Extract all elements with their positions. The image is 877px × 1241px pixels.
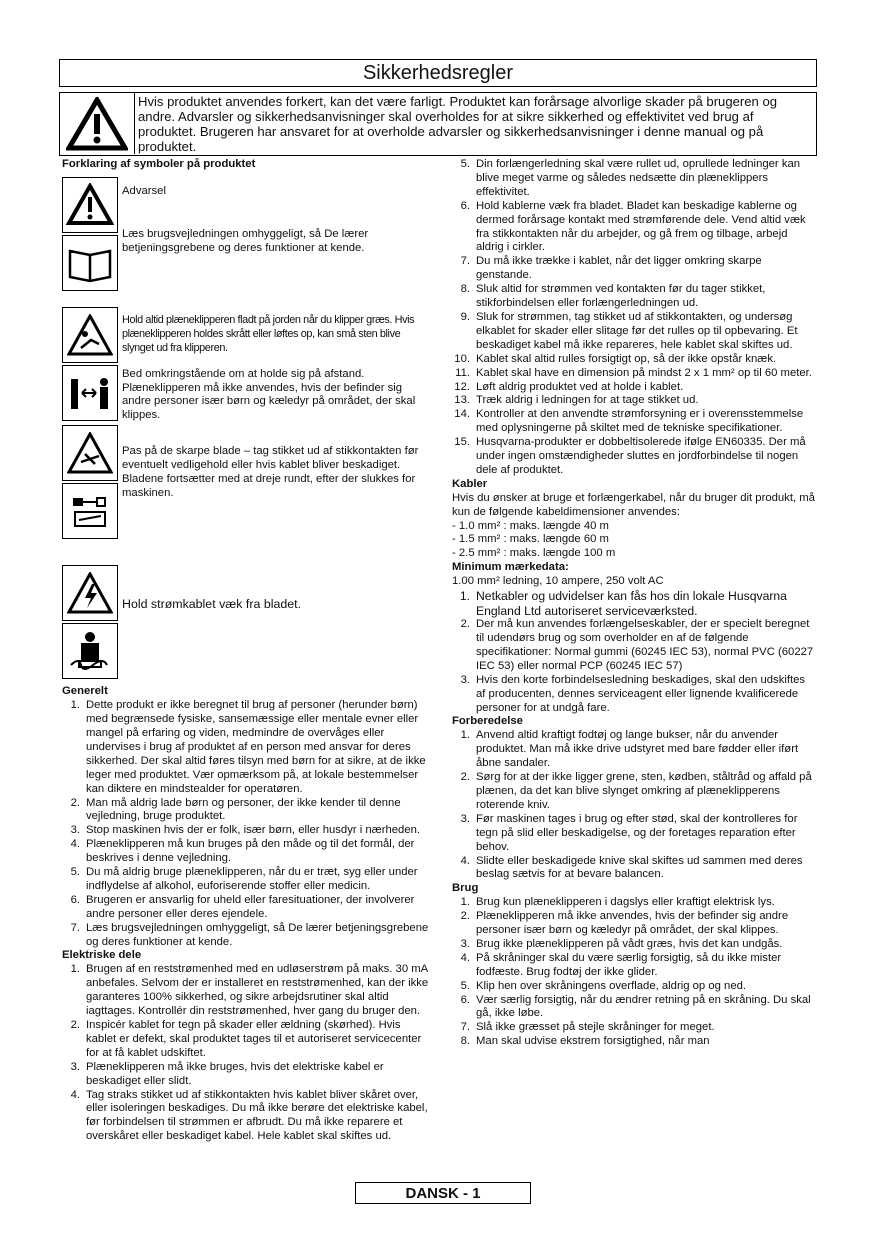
page-title: Sikkerhedsregler: [362, 61, 514, 84]
symbol-row-cable: [62, 565, 430, 681]
list-item: 8. Sluk altid for strømmen ved kontakten før du tager stikket, stikforbindelsen eller forlængerledningen ud.: [460, 283, 766, 310]
list-item: 4. På skråninger skal du være særlig forsigtig, så du ikke mister fodfæste. Brug fodtøj der ikke glider.: [460, 951, 782, 978]
list-item: 2. Man må aldrig lade børn og personer, der ikke kender til denne vejledning, bruge produktet.: [70, 796, 401, 823]
thrown-object-icon: [62, 307, 118, 363]
cables-heading: Kabler: [452, 477, 488, 490]
list-item: 6. Brugeren er ansvarlig for uheld eller faresituationer, der involverer andre personer eller deres ejendele.: [70, 893, 415, 920]
list-item: 14. Kontroller at den anvendte strømforsyning er i overensstemmelse med oplysningerne på skiltet med de tekniske specifikationer.: [454, 408, 804, 435]
general-list: [62, 699, 430, 949]
page-footer: DANSK - 1: [355, 1182, 531, 1204]
list-item: 7. Du må ikke trække i kablet, når det ligger omkring skarpe genstande.: [460, 255, 762, 282]
list-item: 7. Slå ikke græsset på stejle skråninger for meget.: [460, 1021, 715, 1034]
electrical-list-left: [62, 963, 430, 1144]
left-column: [62, 158, 430, 1144]
general-heading: Generelt: [62, 685, 108, 698]
symbol-blades-label-2: Bladene fortsætter med at dreje rundt, efter der slukkes for maskinen.: [122, 473, 416, 499]
blade-icon: [62, 425, 118, 481]
list-item: 11. Kablet skal have en dimension på mindst 2 x 1 mm² op til 60 meter.: [455, 366, 812, 379]
cables-intro: Hvis du ønsker at bruge et forlængerkabel, når du bruger dit produkt, må kun de følgende kabeldimensioner anvendes:: [452, 491, 815, 518]
list-item: 1. Brugen af en reststrømenhed med en udløserstrøm på maks. 30 mA anbefales. Selvom der er installeret en reststrømenhed, kan der ikke garanteres 100% sikkerhed, og sikre arbejdsrutiner skal altid iagttages. Kontrollér din reststrømenhed, hver gang du bruger den.: [70, 963, 429, 1018]
list-item: 4. Tag straks stikket ud af stikkontakten hvis kablet bliver skåret over, eller isoleringen beskadiges. Du må ikke berøre det elektriske kabel, før forbindelsen til strømmen er afbrudt. Du må ikke reparere et overskåret eller beskadiget kabel. Hele kablet skal skiftes ud.: [70, 1088, 428, 1143]
minimum-line: 1.00 mm² ledning, 10 ampere, 250 volt AC: [452, 575, 664, 588]
symbol-blades-label-1: Pas på de skarpe blade – tag stikket ud af stikkontakten før eventuelt vedligehold eller hvis kablet bliver beskadiget.: [122, 445, 419, 472]
warning-triangle-icon: [60, 93, 135, 154]
symbol-bystanders-label: Bed omkringstående om at holde sig på afstand. Plæneklipperen må ikke anvendes, hvis der befinder sig andre personer især børn og kæledyr på området, der skal klippes.: [122, 367, 416, 422]
list-item: 3. Stop maskinen hvis der er folk, især børn, eller husdyr i nærheden.: [70, 824, 421, 837]
page-title-box: [59, 59, 817, 87]
cable-line: - 1.5 mm² : maks. længde 60 m: [452, 533, 609, 546]
symbol-row-blades: [62, 425, 430, 541]
list-item: 5. Din forlængerledning skal være rullet ud, oprullede ledninger kan blive meget varme og således nedsætte din plæneklippers effektivitet.: [460, 158, 801, 198]
list-item: 3. Før maskinen tages i brug og efter stød, skal der kontrolleres for tegn på slid eller beskadigelse, og der foretages reparation efter behov.: [460, 812, 798, 853]
list-item: 3. Plæneklipperen må ikke bruges, hvis det elektriske kabel er beskadiget eller slidt.: [70, 1060, 384, 1087]
symbol-flat-ground-label: Hold altid plæneklipperen fladt på jorden når du klipper græs. Hvis plæneklipperen holdes skrått eller løftes op, kan små sten blive slynget ud fra klipperen.: [122, 313, 415, 354]
cable-line: - 1.0 mm² : maks. længde 40 m: [452, 519, 609, 532]
list-item: 1. Brug kun plæneklipperen i dagslys eller kraftigt elektrisk lys.: [460, 896, 775, 909]
list-item: 6. Vær særlig forsigtig, når du ændrer retning på en skråning. Du skal gå, ikke løbe.: [460, 993, 811, 1020]
list-item: 2. Inspicér kablet for tegn på skader eller ældning (skørhed). Hvis kablet er defekt, skal produktet tages til et autoriseret servicecenter for at få kablet udskiftet.: [70, 1019, 422, 1059]
list-item: 3. Hvis den korte forbindelsesledning beskadiges, skal den udskiftes af producenten, dennes serviceagent eller lignende kvalificerede personer for at undgå fare.: [460, 673, 806, 714]
use-heading: Brug: [452, 882, 479, 895]
keep-distance-icon: [62, 365, 118, 421]
list-item: 10. Kablet skal altid rulles forsigtigt op, så der ikke opstår knæk.: [454, 352, 777, 365]
symbol-warning-label: Advarsel: [122, 184, 166, 197]
cable-line: - 2.5 mm² : maks. længde 100 m: [452, 547, 616, 560]
list-item: 1. Netkabler og udvidelser kan fås hos din lokale Husqvarna England Ltd autoriseret serviceværksted.: [459, 589, 787, 618]
list-item: 13. Træk aldrig i ledningen for at tage stikket ud.: [454, 394, 699, 407]
list-item: 2. Sørg for at der ikke ligger grene, sten, kødben, ståltråd og affald på plænen, da det kan blive slynget omkring af plæneklipperens roterende kniv.: [460, 771, 812, 811]
list-item: 2. Plæneklipperen må ikke anvendes, hvis der befinder sig andre personer især børn og kæledyr på området, der skal klippes.: [460, 910, 789, 937]
minimum-heading: Minimum mærkedata:: [452, 561, 569, 574]
symbol-row-warning-manual: [62, 177, 430, 293]
electric-hazard-icon: [62, 565, 118, 621]
list-item: 4. Slidte eller beskadigede knive skal skiftes ud sammen med deres beslag sætvis for at bevare balancen.: [460, 854, 803, 881]
symbol-cable-label: Hold strømkablet væk fra bladet.: [122, 597, 302, 612]
warning-text: Hvis produktet anvendes forkert, kan det være farligt. Produktet kan forårsage alvorlige skader på brugeren og andre. Advarsler og sikkerhedsanvisninger skal overholdes for at sikre sikkerhed og effektivitet ved brug af produktet. Brugeren har ansvaret for at overholde advarsler og sikkerhedsanvisninger i denne manual og på produktet.: [138, 94, 778, 154]
list-item: 2. Der må kun anvendes forlængelseskabler, der er specielt beregnet til udendørs brug og som overholder en af de følgende specifikationer: Normal gummi (60245 IEC 53), normal PVC (60227 IEC 53) eller normal PCP (60245 IEC 57): [460, 618, 814, 672]
list-item: 1. Dette produkt er ikke beregnet til brug af personer (herunder børn) med begrænsede fysiske, sansemæssige eller mentale evner eller mangel på erfaring og viden, medmindre de overvåges eller undervises i brug af produktet af en person med ansvar for deres sikkerhed. Der skal altid føres tilsyn med børn for at sikre, at de ikke leger med produktet. Vær opmærksom på, at lokale bestemmelser kan diktere en mindstealder for operatøren.: [70, 699, 426, 795]
preparation-list: [452, 729, 816, 882]
list-item: 8. Man skal udvise ekstrem forsigtighed, når man: [460, 1035, 710, 1048]
right-column: [452, 158, 816, 1049]
cables-section: [452, 492, 816, 562]
electrical-heading: Elektriske dele: [62, 949, 142, 962]
list-item: 4. Plæneklipperen må kun bruges på den måde og til det formål, der beskrives i denne vejledning.: [70, 838, 415, 865]
symbol-manual-label: Læs brugsvejledningen omhyggeligt, så De lærer betjeningsgrebene og deres funktioner at kende.: [122, 227, 369, 254]
list-item: 3. Brug ikke plæneklipperen på vådt græs, hvis det kan undgås.: [460, 937, 783, 950]
list-item: 6. Hold kablerne væk fra bladet. Bladet kan beskadige kablerne og dermed forårsage kontakt med strømførende dele. Vend altid væk fra stikkontakten når du arbejder, og gå frem og tilbage, arbejd aldrig i cirkler.: [460, 199, 806, 254]
electrical-list-right: [452, 158, 816, 478]
list-item: 7. Læs brugsvejledningen omhyggeligt, så De lærer betjeningsgrebene og deres funktioner at kende.: [70, 921, 429, 948]
list-item: 5. Du må aldrig bruge plæneklipperen, når du er træt, syg eller under indflydelse af alkohol, euforiserende stoffer eller medicin.: [70, 866, 418, 892]
warning-icon: [62, 177, 118, 233]
preparation-heading: Forberedelse: [452, 715, 523, 728]
minimum-list: [452, 589, 816, 715]
list-item: 15. Husqvarna-produkter er dobbeltisolerede ifølge EN60335. Der må under ingen omstændigheder sluttes en jordforbindelse til nogen dele af produktet.: [454, 436, 806, 476]
symbols-heading: Forklaring af symboler på produktet: [62, 158, 256, 170]
book-icon: [62, 235, 118, 291]
warning-box: [59, 92, 817, 156]
list-item: 9. Sluk for strømmen, tag stikket ud af stikkontakten, og undersøg elkablet for skader eller slitage før det rulles op til opbevaring. Et beskadiget kabel må ikke repareres, hele kablet skal skiftes ud.: [460, 310, 798, 351]
symbol-row-bystanders: [62, 307, 430, 423]
cable-blade-icon: [62, 623, 118, 679]
list-item: 1. Anvend altid kraftigt fodtøj og lange bukser, når du anvender produktet. Man må ikke drive udstyret med bare fødder eller iført åbne sandaler.: [460, 729, 799, 770]
use-list: [452, 896, 816, 1049]
unplug-icon: [62, 483, 118, 539]
list-item: 12. Løft aldrig produktet ved at holde i kablet.: [454, 380, 684, 393]
list-item: 5. Klip hen over skråningens overflade, aldrig op og ned.: [460, 979, 747, 992]
